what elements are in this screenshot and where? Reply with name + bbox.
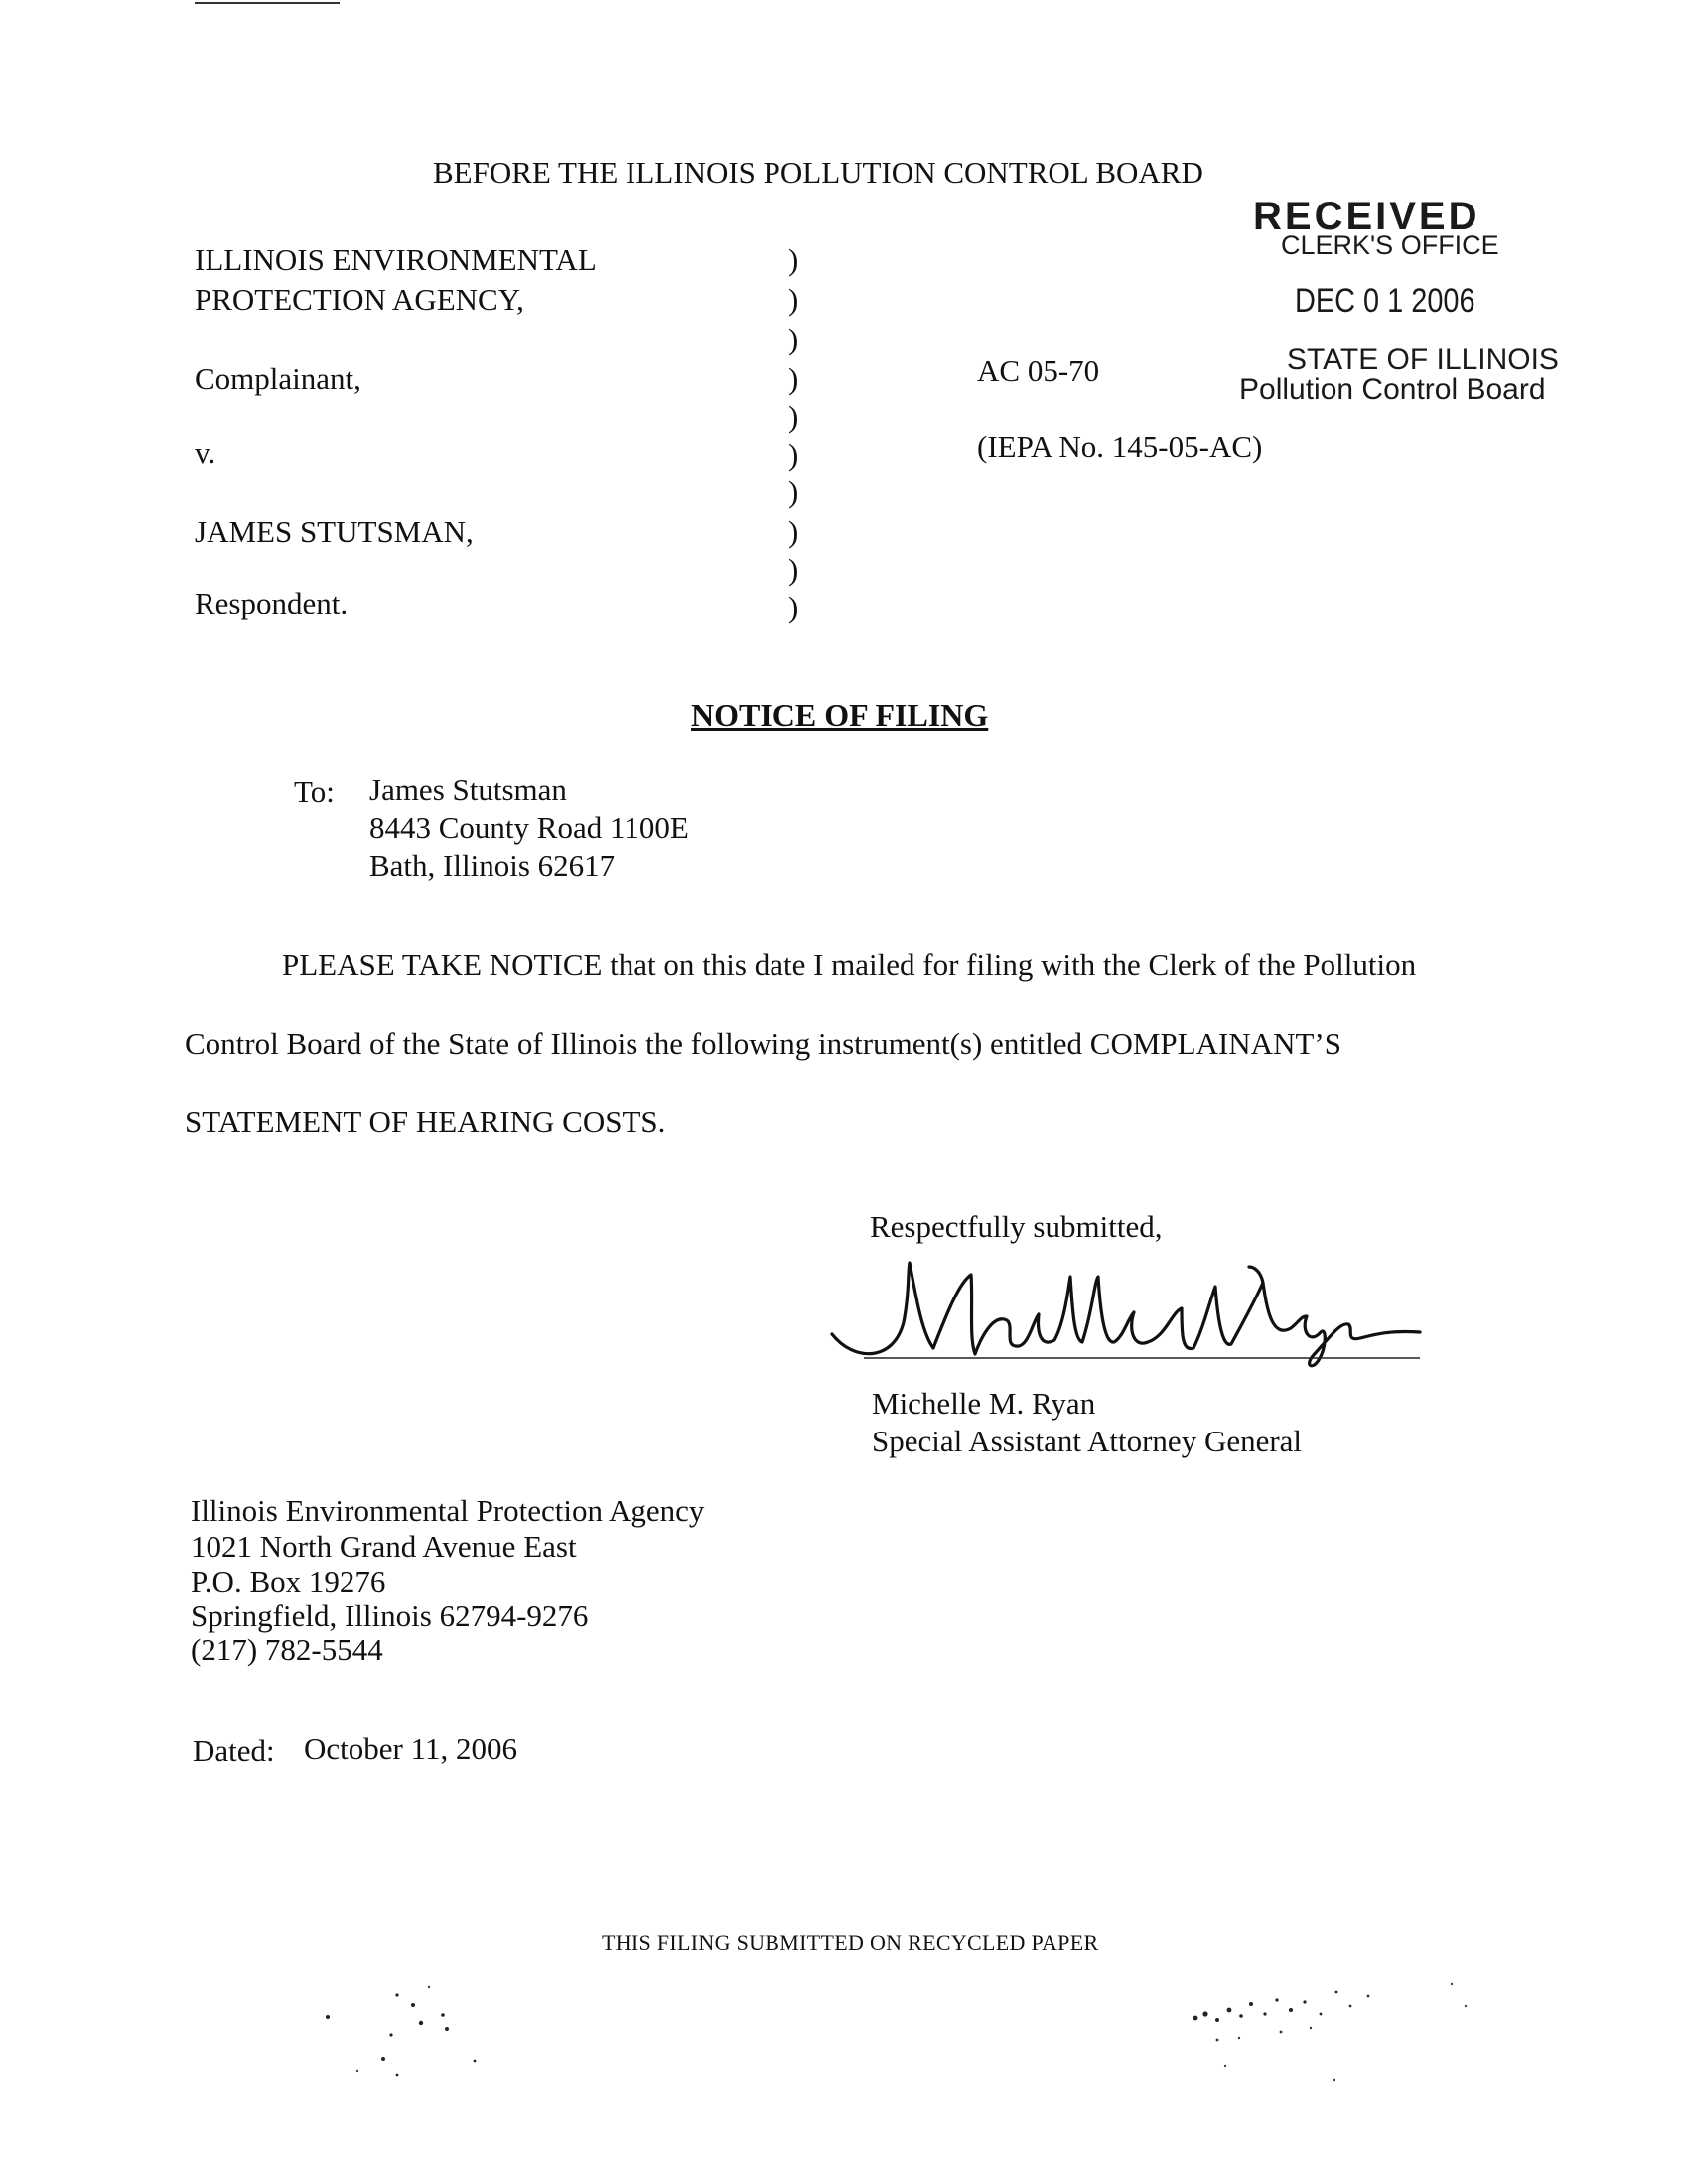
signer-name: Michelle M. Ryan: [872, 1386, 1096, 1421]
addressee-street: 8443 County Road 1100E: [369, 810, 689, 845]
caption-paren: ): [788, 437, 799, 472]
closing: Respectfully submitted,: [870, 1209, 1163, 1244]
caption-paren: ): [788, 514, 799, 549]
caption-complainant-line1: ILLINOIS ENVIRONMENTAL: [195, 242, 597, 277]
caption-complainant-role: Complainant,: [195, 361, 361, 396]
caption-paren: ): [788, 475, 799, 509]
addressee-city: Bath, Illinois 62617: [369, 848, 616, 883]
dated-date: October 11, 2006: [304, 1731, 517, 1766]
body-line-1: PLEASE TAKE NOTICE that on this date I mailed for filing with the Clerk of the Pollution: [282, 947, 1417, 982]
dated-label: Dated:: [193, 1733, 275, 1768]
agency-address-line-3: P.O. Box 19276: [191, 1565, 386, 1599]
stamp-date: DEC 0 1 2006: [1295, 282, 1475, 320]
addressee-to-label: To:: [294, 774, 335, 809]
iepa-number: (IEPA No. 145-05-AC): [977, 429, 1263, 464]
caption-paren: ): [788, 552, 799, 587]
body-line-2: Control Board of the State of Illinois the following instrument(s) entitled COMPLAINANT’S: [185, 1026, 1341, 1061]
agency-address-line-4: Springfield, Illinois 62794-9276: [191, 1598, 589, 1633]
stamp-state: STATE OF ILLINOIS: [1287, 343, 1559, 376]
received-stamp: [1231, 195, 1559, 413]
stamp-board: Pollution Control Board: [1239, 373, 1546, 406]
scan-edge-line: [195, 2, 340, 4]
recycled-paper-footer: THIS FILING SUBMITTED ON RECYCLED PAPER: [602, 1930, 1099, 1955]
body-line-3: STATEMENT OF HEARING COSTS.: [185, 1104, 666, 1139]
caption-paren: ): [788, 322, 799, 356]
caption-paren: ): [788, 361, 799, 396]
scan-speckles: [1182, 1971, 1479, 2090]
caption-paren: ): [788, 242, 799, 277]
caption-paren: ): [788, 399, 799, 434]
agency-address-line-1: Illinois Environmental Protection Agency: [191, 1493, 705, 1528]
handwritten-signature: [824, 1253, 1440, 1382]
caption-paren: ): [788, 590, 799, 624]
scan-speckles: [318, 1976, 516, 2085]
board-title: BEFORE THE ILLINOIS POLLUTION CONTROL BOARD: [433, 155, 1203, 190]
agency-address-line-5: (217) 782-5544: [191, 1632, 383, 1667]
caption-complainant-line2: PROTECTION AGENCY,: [195, 282, 524, 317]
agency-address-line-2: 1021 North Grand Avenue East: [191, 1529, 577, 1564]
case-number: AC 05-70: [977, 353, 1100, 388]
stamp-received: RECEIVED: [1253, 195, 1480, 238]
signer-title: Special Assistant Attorney General: [872, 1424, 1303, 1458]
addressee-name: James Stutsman: [369, 772, 567, 807]
stamp-clerks-office: CLERK'S OFFICE: [1281, 230, 1499, 260]
caption-paren: ): [788, 282, 799, 317]
caption-versus: v.: [195, 435, 216, 470]
caption-respondent-role: Respondent.: [195, 586, 349, 620]
caption-respondent-name: JAMES STUTSMAN,: [195, 514, 474, 549]
notice-title: NOTICE OF FILING: [691, 697, 989, 733]
